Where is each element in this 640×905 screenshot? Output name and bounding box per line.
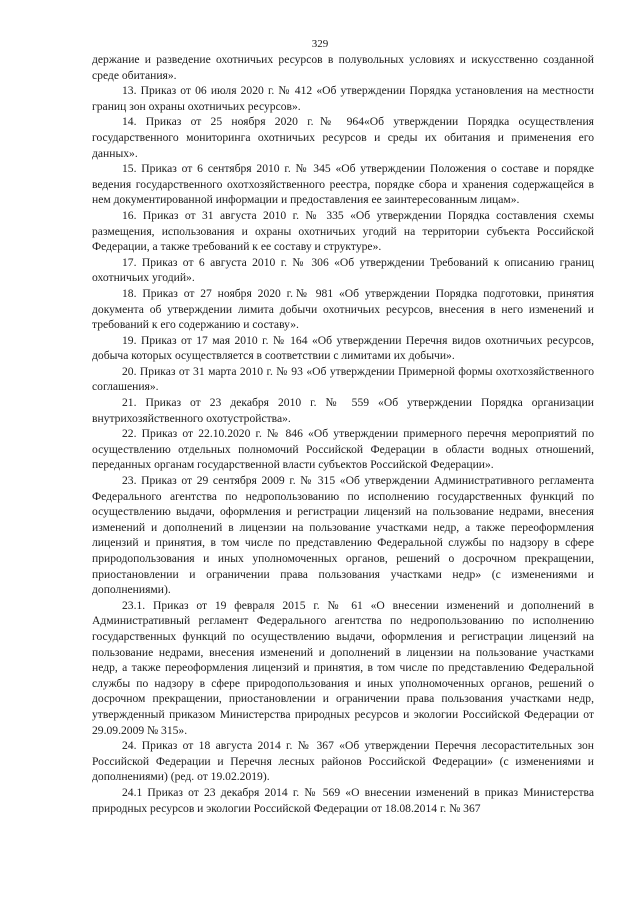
paragraph-item-19: 19. Приказ от 17 мая 2010 г. № 164 «Об утверждении Перечня видов охотничьих ресурсов, добыча которых осуществляется в соответствии с лимитами их добычи».	[92, 333, 594, 363]
paragraph-item-23: 23. Приказ от 29 сентября 2009 г. № 315 «Об утверждении Административного регламента Федерального агентства по недропользованию по исполнению государственных функций по осуществлению выдачи, оформления и регистрации лицензий на пользование недрами, внесения изменений и дополнений в лицензии на пользование участками недр, а также переоформления лицензий и принятия, в том числе по представлению Федеральной службы по надзору в сфере природопользования и иных уполномоченных органов, решений о досрочном прекращении, приостановлении и ограничении права пользования участками недр» (с изменениями и дополнениями).	[92, 474, 594, 597]
paragraph-item-24: 24. Приказ от 18 августа 2014 г. № 367 «Об утверждении Перечня лесорастительных зон Российской Федерации и Перечня лесных районов Российской Федерации» (с изменениями и дополнениями) (ред. от 19.02.2019).	[92, 739, 594, 784]
paragraph-item-20: 20. Приказ от 31 марта 2010 г. № 93 «Об утверждении Примерной формы охотхозяйственного соглашения».	[92, 364, 594, 394]
page-number: 329	[311, 38, 329, 50]
paragraph-item-13: 13. Приказ от 06 июля 2020 г. № 412 «Об утверждении Порядка установления на местности границ зон охраны охотничьих ресурсов».	[92, 84, 594, 113]
paragraph-item-24-1: 24.1 Приказ от 23 декабря 2014 г. № 569 «О внесении изменений в приказ Министерства природных ресурсов и экологии Российской Федерации от 18.08.2014 г. № 367	[92, 785, 594, 815]
paragraph-item-21: 21. Приказ от 23 декабря 2010 г. № 559 «Об утверждении Порядка организации внутрихозяйственного охотустройства».	[92, 396, 594, 425]
document-body	[92, 52, 594, 816]
paragraph-item-22: 22. Приказ от 22.10.2020 г. № 846 «Об утверждении примерного перечня мероприятий по осуществлению отдельных полномочий Российской Федерации в области водных отношений, переданных органам государственной власти субъектов Российской Федерации».	[92, 427, 594, 472]
paragraph-item-14: 14. Приказ от 25 ноября 2020 г.№ 964«Об утверждении Порядка осуществления государственного мониторинга охотничьих ресурсов и среды их обитания и применения его данных».	[92, 115, 594, 160]
paragraph-item-15: 15. Приказ от 6 сентября 2010 г. № 345 «Об утверждении Положения о составе и порядке ведения государственного охотхозяйственного реестра, порядке сбора и хранения содержащейся в нем документированной информации и предоставления ее заинтересованным лицам».	[92, 162, 594, 207]
paragraph-item-18: 18. Приказ от 27 ноября 2020 г.№ 981 «Об утверждении Порядка подготовки, принятия документа об утверждении лимита добычи охотничьих ресурсов, внесения в него изменений и требований к его содержанию и составу».	[92, 286, 594, 332]
paragraph-continuation: держание и разведение охотничьих ресурсов в полувольных условиях и искусственно созданной среде обитания».	[92, 53, 594, 82]
paragraph-item-17: 17. Приказ от 6 августа 2010 г. № 306 «Об утверждении Требований к описанию границ охотничьих угодий».	[92, 255, 594, 285]
paragraph-item-23-1: 23.1. Приказ от 19 февраля 2015 г. № 61 «О внесении изменений и дополнений в Административный регламент Федерального агентства по недропользованию по исполнению государственных функций по осуществлению выдачи, оформления и регистрации лицензий на пользование недрами, внесения изменений и дополнений в лицензии на пользование участками недр, а также переоформления лицензий и принятия, в том числе по представлению Федеральной службы по надзору в сфере природопользования и иных уполномоченных органов, решений о досрочном прекращении, приостановлении и ограничении права пользования участками недр, утвержденный приказом Министерства природных ресурсов и экологии Российской Федерации от 29.09.2009 № 315».	[92, 598, 594, 737]
paragraph-item-16: 16. Приказ от 31 августа 2010 г. № 335 «Об утверждении Порядка составления схемы размещения, использования и охраны охотничьих угодий на территории субъекта Российской Федерации, а также требований к ее составу и структуре».	[92, 208, 594, 254]
